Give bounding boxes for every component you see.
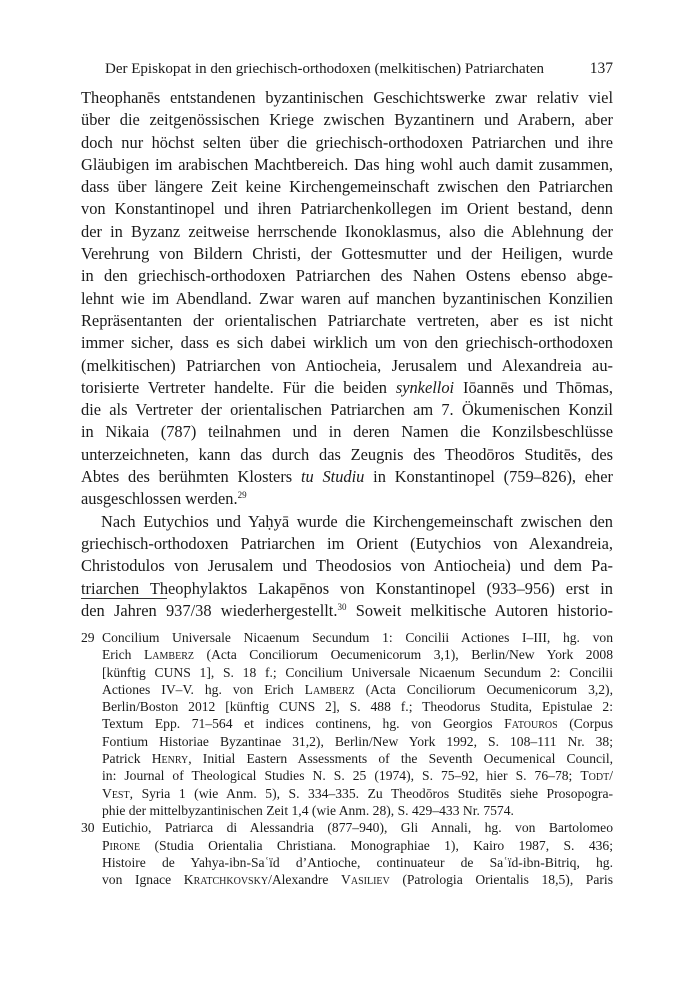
text-line: Verehrung von Bildern Christi, der Gottesmutter und der Heiligen, wurde	[81, 244, 613, 264]
footnote-line	[102, 819, 613, 836]
author-name: Kratchkovsky	[183, 872, 269, 888]
italic-term: synkelloi	[395, 377, 455, 397]
text-line: dass über längere Zeit keine Kirchengemeinschaft zwischen den Patriarchen	[81, 177, 613, 197]
author-name: Todt	[580, 768, 610, 784]
text-run: (Studia Orientalia Christiana. Monographiae 1), Kairo 1987, S. 436;	[140, 837, 613, 853]
author-name: Henry	[151, 751, 189, 767]
text-line: von Konstantinopel und ihren Patriarchenkollegen im Orient bestand, denn	[81, 199, 613, 219]
italic-term: tu Studiu	[300, 467, 365, 487]
footnote-line	[102, 629, 613, 646]
text-line: in Nikaia (787) teilnahmen und in deren Namen die Konzilsbeschlüsse	[81, 422, 613, 442]
text-run: [künftig CUNS 1], S. 18 f.; Concilium Universale Nicaenum Secundum 2: Concilii	[102, 664, 613, 680]
author-name: Pirone	[102, 837, 141, 853]
footnote-line	[102, 698, 613, 715]
running-title: Der Episkopat in den griechisch-orthodoxen (melkitischen) Patriarchaten	[105, 61, 545, 77]
text-line: der in Byzanz zeitweise herrschende Ikonoklasmus, also die Ablehnung der	[81, 221, 613, 241]
text-run: Histoire de Yahya-ibn-Saʿïd d’Antioche, continuateur de Saʿïd-ibn-Bitriq, hg.	[102, 854, 613, 870]
text-line	[81, 488, 613, 510]
text-run: Patrick	[102, 751, 152, 767]
footnote-line	[102, 646, 613, 663]
footnote-line	[102, 715, 613, 732]
text-run: , Syria 1 (wie Anm. 5), S. 334–335. Zu Theodōros Studitēs siehe Prosopogra-	[129, 785, 613, 801]
text-line: Nach Eutychios und Yaḥyā wurde die Kirchengemeinschaft zwischen den	[101, 511, 613, 531]
text-run: Fontium Historiae Byzantinae 31,2), Berlin/New York 1992, S. 108–111 Nr. 38;	[102, 733, 613, 749]
author-name: Vasiliev	[341, 872, 390, 888]
text-line	[81, 377, 613, 399]
text-run: Abtes des berühmten Klosters	[81, 467, 301, 487]
text-run: (Patrologia Orientalis 18,5), Paris	[389, 872, 613, 888]
text-run: (Corpus	[557, 716, 614, 732]
text-line	[81, 600, 613, 622]
text-run: Berlin/Boston 2012 [künftig CUNS 2], S. 488 f.; Theodorus Studita, Epistulae 2:	[102, 699, 613, 715]
footnote-line	[102, 802, 613, 819]
text-line: über die zeitgenössischen Kriege zwischen Byzantinern und Arabern, aber	[81, 110, 613, 130]
footnote-number: 29	[81, 630, 95, 645]
text-line: (melkitischen) Patriarchen von Antiocheia, Jerusalem und Alexandreia au-	[81, 355, 613, 375]
text-line: immer sicher, dass es sich dabei wirklich um von den griechisch-orthodoxen	[81, 333, 613, 353]
text-run: /Alexandre	[268, 872, 342, 888]
text-run: Concilium Universale Nicaenum Secundum 1: Concilii Actiones I–III, hg. von	[102, 630, 613, 645]
footnote-29	[81, 629, 613, 819]
footnote-number: 30	[81, 820, 95, 836]
text-line	[81, 466, 613, 488]
text-line: triarchen Theophylaktos Lakapēnos von Konstantinopel (933–956) erst in	[81, 578, 613, 598]
text-line: die als Vertreter der orientalischen Patriarchen am 7. Ökumenischen Konzil	[81, 400, 613, 420]
text-run: ausgeschlossen werden.	[81, 489, 238, 509]
footnote-line	[102, 837, 613, 854]
footnote-line	[102, 681, 613, 698]
text-run: phie der mittelbyzantinischen Zeit 1,4 (wie Anm. 28), S. 429–433 Nr. 7574.	[102, 802, 514, 818]
footnote-ref-29[interactable]: 29	[237, 490, 247, 501]
text-line: Theophanēs entstandenen byzantinischen Geschichtswerke zwar relativ viel	[81, 88, 613, 107]
text-run: /	[609, 768, 613, 784]
text-line: unterzeichneten, kann das durch das Zeugnis des Theodōros Studitēs, des	[81, 444, 613, 464]
author-name: Lamberz	[304, 681, 355, 697]
page-number: 137	[589, 60, 613, 77]
text-run: Actiones IV–V. hg. von Erich	[102, 681, 305, 697]
text-run: Iōannēs und Thōmas,	[454, 377, 613, 397]
text-run: (Acta Conciliorum Oecumenicorum 3,1), Berlin/New York 2008	[193, 647, 613, 663]
footnote-separator	[81, 598, 167, 599]
footnote-line	[102, 871, 613, 888]
footnote-line	[102, 733, 613, 750]
footnote-line	[102, 767, 613, 784]
text-run: Erich	[102, 647, 144, 663]
text-run: von Ignace	[102, 872, 184, 888]
author-name: Fatouros	[504, 716, 558, 732]
text-line: doch nur höchst selten über die griechisch-orthodoxen Patriarchen und ihre	[81, 132, 613, 152]
text-line: in den griechisch-orthodoxen Patriarchen des Nahen Ostens ebenso abge-	[81, 266, 613, 286]
text-line: Gläubigen im arabischen Machtbereich. Das hing wohl auch damit zusammen,	[81, 154, 613, 174]
text-run: Textum Epp. 71–564 et indices continens, hg. von Georgios	[102, 716, 505, 732]
text-run: torisierte Vertreter handelte. Für die beiden	[81, 377, 396, 397]
footnote-line	[102, 664, 613, 681]
main-text	[81, 87, 613, 622]
text-line: Repräsentanten der orientalischen Patriarchate vertreten, aber es ist nicht	[81, 310, 613, 330]
text-run: den Jahren 937/38 wiederhergestellt.	[81, 600, 338, 620]
footnote-ref-30[interactable]: 30	[337, 601, 347, 612]
text-run: in: Journal of Theological Studies N. S. 25 (1974), S. 75–92, hier S. 76–78;	[102, 768, 581, 784]
author-name: Vest	[102, 785, 130, 801]
footnote-line	[102, 785, 613, 802]
text-run: in Konstantinopel (759–826), eher	[364, 467, 613, 487]
text-run: , Initial Eastern Assessments of the Seventh Oecumenical Council,	[188, 751, 613, 767]
text-line: Christodulos von Jerusalem und Theodosios von Antiocheia) und dem Pa-	[81, 556, 613, 576]
footnote-line	[102, 854, 613, 871]
author-name: Lamberz	[144, 647, 194, 663]
text-line: griechisch-orthodoxen Patriarchen im Orient (Eutychios von Alexandreia,	[81, 533, 613, 553]
text-run: Soweit melkitische Autoren historio-	[346, 600, 614, 620]
text-run: (Acta Conciliorum Oecumenicorum 3,2),	[354, 681, 613, 697]
text-run: Eutichio, Patriarca di Alessandria (877–940), Gli Annali, hg. von Bartolomeo	[102, 820, 613, 836]
footnote-30	[81, 819, 613, 888]
footnote-line	[102, 750, 613, 767]
footnotes	[81, 629, 613, 888]
text-line: lehnt wie im Abendland. Zwar waren auf manchen byzantinischen Konzilien	[81, 288, 613, 308]
